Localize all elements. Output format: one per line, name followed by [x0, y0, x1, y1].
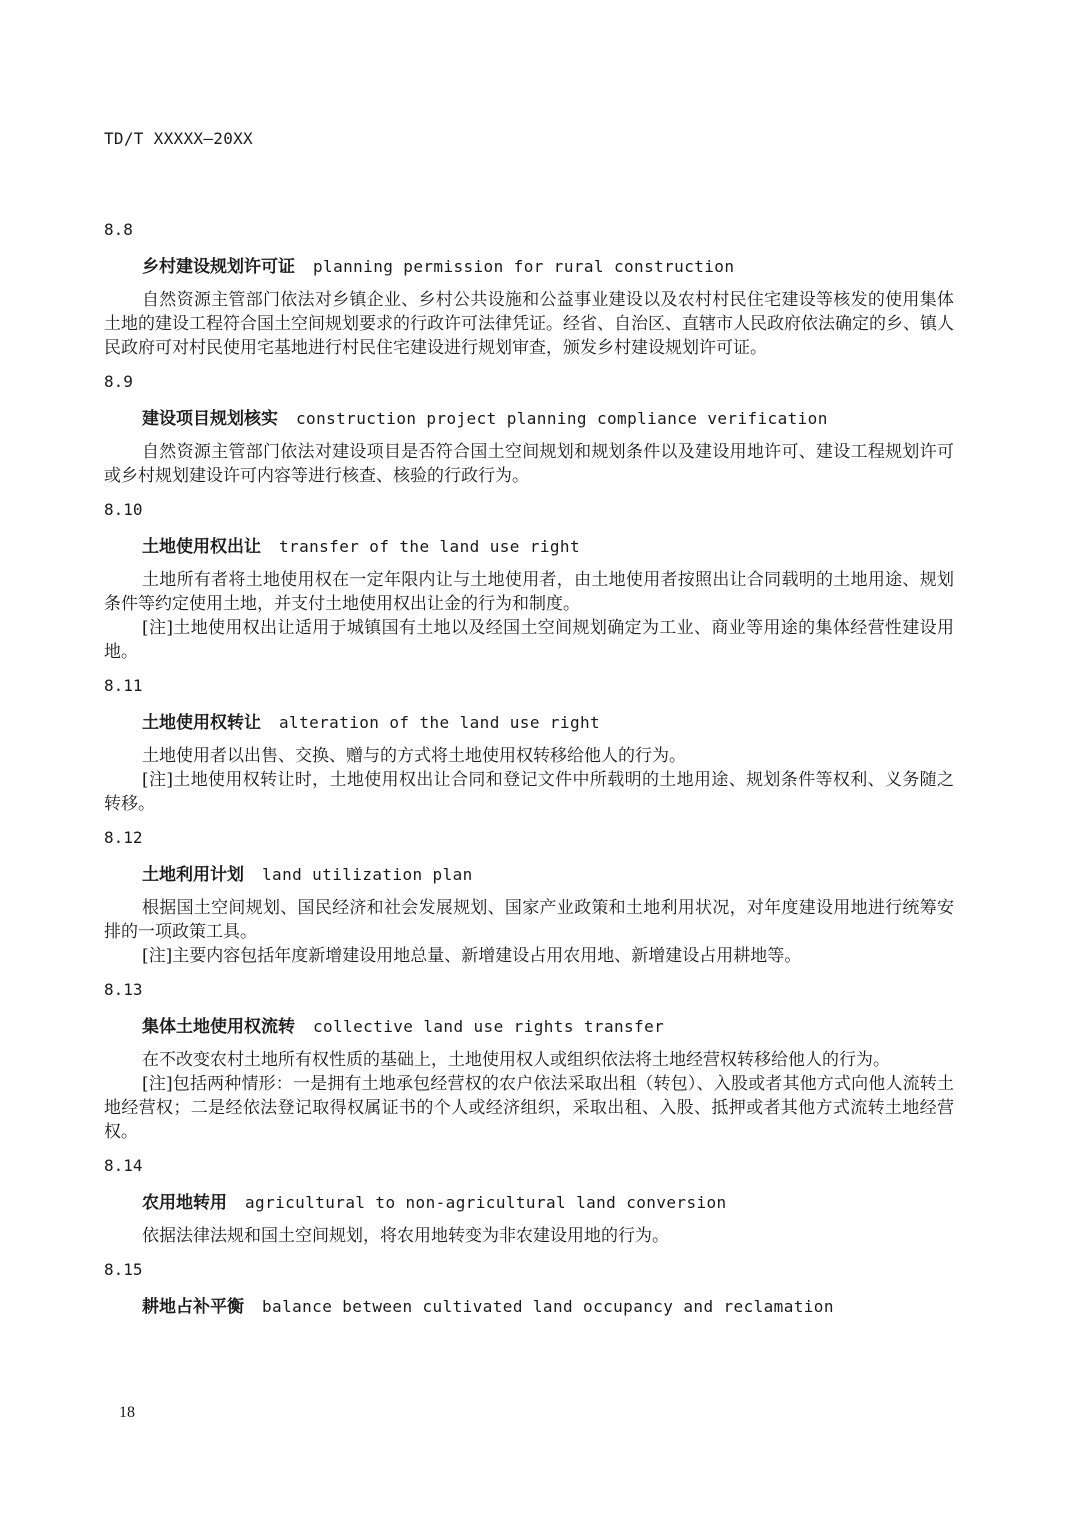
definition-paragraph: 土地所有者将土地使用权在一定年限内让与土地使用者，由土地使用者按照出让合同载明的土地用途、规划条件等约定使用土地，并支付土地使用权出让金的行为和制度。	[104, 570, 954, 614]
section-number: 8.9	[104, 372, 133, 391]
document-body	[104, 218, 954, 1320]
definition-paragraph: 自然资源主管部门依法对建设项目是否符合国土空间规划和规划条件以及建设用地许可、建设工程规划许可或乡村规划建设许可内容等进行核查、核验的行政行为。	[104, 442, 954, 486]
section-8-15	[104, 1258, 954, 1320]
section-number: 8.14	[104, 1156, 143, 1175]
term-title-zh: 土地使用权转让	[142, 713, 261, 733]
term-title-zh: 乡村建设规划许可证	[142, 257, 295, 277]
term-title-en: planning permission for rural construction	[313, 257, 735, 276]
term-title-zh: 建设项目规划核实	[142, 409, 278, 429]
term-title	[104, 534, 954, 560]
definition-paragraph: 在不改变农村土地所有权性质的基础上，土地使用权人或组织依法将土地经营权转移给他人的行为。	[142, 1050, 890, 1070]
term-title-zh: 耕地占补平衡	[142, 1297, 244, 1317]
term-title-zh: 集体土地使用权流转	[142, 1017, 295, 1037]
section-8-13	[104, 978, 954, 1144]
definition-paragraph: 依据法律法规和国土空间规划，将农用地转变为非农建设用地的行为。	[142, 1226, 669, 1246]
term-title-zh: 土地使用权出让	[142, 537, 261, 557]
term-title	[104, 406, 954, 432]
term-title	[104, 1014, 954, 1040]
term-title-en: land utilization plan	[262, 865, 473, 884]
section-number: 8.10	[104, 500, 143, 519]
note-paragraph: [注]土地使用权转让时，土地使用权出让合同和登记文件中所载明的土地用途、规划条件等权利、义务随之转移。	[104, 770, 954, 814]
note-paragraph: [注]土地使用权出让适用于城镇国有土地以及经国土空间规划确定为工业、商业等用途的集体经营性建设用地。	[104, 618, 954, 662]
section-number: 8.11	[104, 676, 143, 695]
term-title-en: construction project planning compliance verification	[296, 409, 828, 428]
term-title-zh: 土地利用计划	[142, 865, 244, 885]
section-number: 8.12	[104, 828, 143, 847]
definition-paragraph: 土地使用者以出售、交换、赠与的方式将土地使用权转移给他人的行为。	[142, 746, 686, 766]
term-title	[104, 862, 954, 888]
term-title-en: agricultural to non-agricultural land conversion	[245, 1193, 727, 1212]
note-paragraph: [注]主要内容包括年度新增建设用地总量、新增建设占用农用地、新增建设占用耕地等。	[142, 946, 802, 966]
section-8-12	[104, 826, 954, 968]
term-title	[104, 710, 954, 736]
term-title	[104, 1190, 954, 1216]
note-paragraph: [注]包括两种情形：一是拥有土地承包经营权的农户依法采取出租（转包）、入股或者其他方式向他人流转土地经营权；二是经依法登记取得权属证书的个人或经济组织，采取出租、入股、抵押或者其他方式流转土地经营权。	[104, 1074, 954, 1142]
section-number: 8.15	[104, 1260, 143, 1279]
standard-code: TD/T XXXXX—20XX	[104, 129, 253, 148]
section-8-8	[104, 218, 954, 360]
section-8-9	[104, 370, 954, 488]
page-number: 18	[119, 1404, 135, 1421]
definition-paragraph: 自然资源主管部门依法对乡镇企业、乡村公共设施和公益事业建设以及农村村民住宅建设等核发的使用集体土地的建设工程符合国土空间规划要求的行政许可法律凭证。经省、自治区、直辖市人民政府依法确定的乡、镇人民政府可对村民使用宅基地进行村民住宅建设进行规划审查，颁发乡村建设规划许可证。	[104, 290, 954, 358]
term-title-en: alteration of the land use right	[279, 713, 601, 732]
term-title	[104, 1294, 954, 1320]
term-title-en: collective land use rights transfer	[313, 1017, 665, 1036]
term-title	[104, 254, 954, 280]
section-number: 8.8	[104, 220, 133, 239]
term-title-en: balance between cultivated land occupancy and reclamation	[262, 1297, 834, 1316]
term-title-en: transfer of the land use right	[279, 537, 580, 556]
section-8-10	[104, 498, 954, 664]
section-8-14	[104, 1154, 954, 1248]
term-title-zh: 农用地转用	[142, 1193, 227, 1213]
section-number: 8.13	[104, 980, 143, 999]
section-8-11	[104, 674, 954, 816]
definition-paragraph: 根据国土空间规划、国民经济和社会发展规划、国家产业政策和土地利用状况，对年度建设用地进行统筹安排的一项政策工具。	[104, 898, 954, 942]
